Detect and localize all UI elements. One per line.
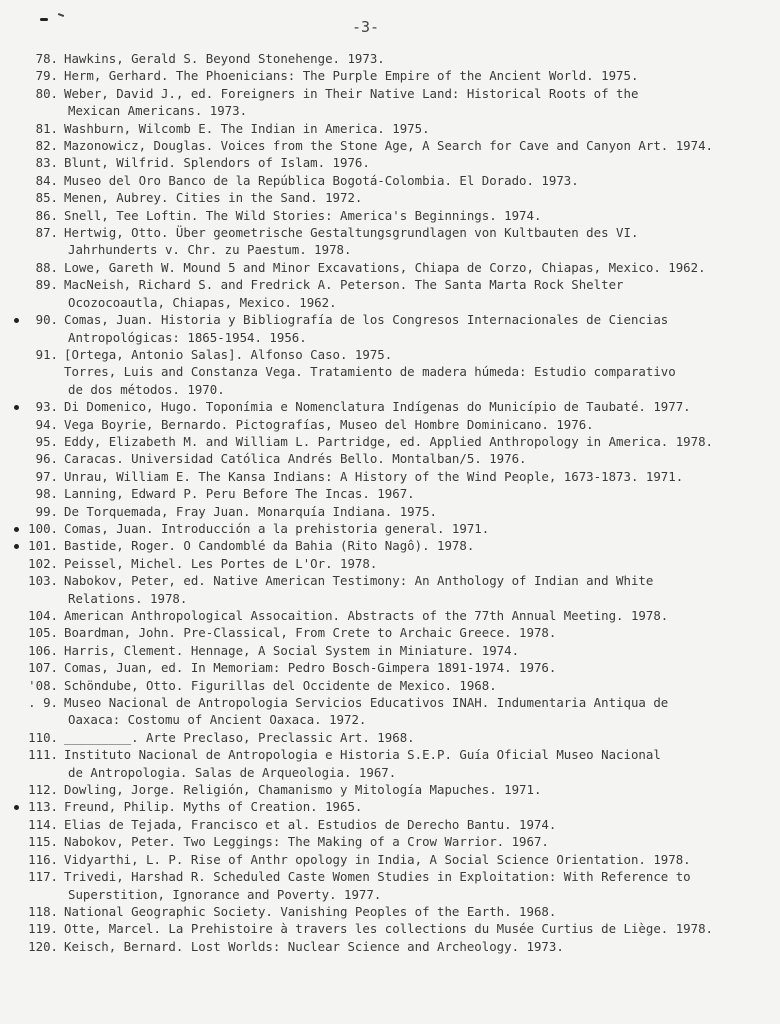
list-item bbox=[16, 781, 776, 798]
list-item bbox=[16, 851, 776, 868]
list-item-continuation bbox=[16, 590, 776, 607]
entry-text: National Geographic Society. Vanishing Peoples of the Earth. 1968. bbox=[64, 903, 557, 919]
entry-text: Comas, Juan. Introducción a la prehistoria general. 1971. bbox=[64, 520, 490, 536]
entry-number: 112. bbox=[28, 782, 58, 798]
entry-number bbox=[16, 363, 64, 380]
entry-number: 90. bbox=[35, 312, 58, 328]
entry-number: 100. bbox=[28, 520, 58, 536]
entry-text: De Torquemada, Fray Juan. Monarquía Indiana. 1975. bbox=[64, 503, 437, 519]
list-item bbox=[16, 346, 776, 363]
entry-text: Herm, Gerhard. The Phoenicians: The Purple Empire of the Ancient World. 1975. bbox=[64, 68, 639, 84]
entry-text: Hertwig, Otto. Über geometrische Gestaltungsgrundlagen von Kultbauten des VI. bbox=[64, 225, 639, 241]
entry-number: 95. bbox=[35, 433, 58, 449]
entry-text: Peissel, Michel. Les Portes de L'Or. 1978. bbox=[64, 555, 378, 571]
list-item bbox=[16, 154, 776, 171]
list-item bbox=[16, 363, 776, 380]
entry-text: Freund, Philip. Myths of Creation. 1965. bbox=[64, 799, 363, 815]
entry-number: 85. bbox=[35, 190, 58, 206]
entry-number: 98. bbox=[35, 486, 58, 502]
list-item bbox=[16, 659, 776, 676]
list-item bbox=[16, 816, 776, 833]
entry-number: 118. bbox=[28, 903, 58, 919]
entry-number: 114. bbox=[28, 816, 58, 832]
entry-number: 120. bbox=[28, 938, 58, 954]
entry-text: Comas, Juan, ed. In Memoriam: Pedro Bosch-Gimpera 1891-1974. 1976. bbox=[64, 660, 557, 676]
list-item bbox=[16, 311, 776, 328]
entry-text: Lanning, Edward P. Peru Before The Incas. 1967. bbox=[64, 486, 415, 502]
list-item bbox=[16, 503, 776, 520]
entry-text: Bastide, Roger. O Candomblé da Bahia (Rito Nagô). 1978. bbox=[64, 538, 475, 554]
entry-text: Caracas. Universidad Católica Andrés Bello. Montalban/5. 1976. bbox=[64, 451, 527, 467]
list-item bbox=[16, 120, 776, 137]
entry-text: [Ortega, Antonio Salas]. Alfonso Caso. 1975. bbox=[64, 346, 393, 362]
list-item bbox=[16, 398, 776, 415]
entry-number: 106. bbox=[28, 642, 58, 658]
entry-text: Otte, Marcel. La Prehistoire à travers les collections du Musée Curtius de Liège. 1978. bbox=[64, 921, 714, 937]
entry-text: Di Domenico, Hugo. Toponímia e Nomenclatura Indígenas do Município de Taubaté. 1977. bbox=[64, 399, 691, 415]
list-item-continuation bbox=[16, 241, 776, 258]
list-item-continuation bbox=[16, 381, 776, 398]
list-item bbox=[16, 433, 776, 450]
entry-text: Oaxaca: Costomu of Ancient Oaxaca. 1972. bbox=[68, 712, 367, 728]
list-item bbox=[16, 938, 776, 955]
list-item bbox=[16, 833, 776, 850]
entry-number: 115. bbox=[28, 834, 58, 850]
entry-text: Dowling, Jorge. Religión, Chamanismo y Mitología Mapuches. 1971. bbox=[64, 782, 542, 798]
entry-number: 82. bbox=[35, 138, 58, 154]
entry-text: Eddy, Elizabeth M. and William L. Partridge, ed. Applied Anthropology in America. 1978. bbox=[64, 433, 714, 449]
entry-text: Torres, Luis and Constanza Vega. Tratamiento de madera húmeda: Estudio comparativo bbox=[64, 364, 676, 380]
list-item-continuation bbox=[16, 711, 776, 728]
entry-text: Harris, Clement. Hennage, A Social System in Miniature. 1974. bbox=[64, 642, 520, 658]
list-item bbox=[16, 537, 776, 554]
entry-text: Blunt, Wilfrid. Splendors of Islam. 1976. bbox=[64, 155, 370, 171]
entry-text: Ocozocoautla, Chiapas, Mexico. 1962. bbox=[68, 294, 337, 310]
entry-text: Nabokov, Peter, ed. Native American Testimony: An Anthology of Indian and White bbox=[64, 573, 654, 589]
entry-text: Instituto Nacional de Antropologia e Historia S.E.P. Guía Oficial Museo Nacional bbox=[64, 747, 661, 763]
entry-number: 111. bbox=[28, 747, 58, 763]
list-item bbox=[16, 868, 776, 885]
list-item-continuation bbox=[16, 102, 776, 119]
list-item bbox=[16, 694, 776, 711]
entry-number: 117. bbox=[28, 869, 58, 885]
entry-text: Trivedi, Harshad R. Scheduled Caste Women Studies in Exploitation: With Reference to bbox=[64, 869, 691, 885]
entry-text: Jahrhunderts v. Chr. zu Paestum. 1978. bbox=[68, 242, 352, 258]
entry-text: Menen, Aubrey. Cities in the Sand. 1972. bbox=[64, 190, 363, 206]
entry-number: . 9. bbox=[28, 695, 58, 711]
list-item bbox=[16, 85, 776, 102]
entry-text: de Antropologia. Salas de Arqueologia. 1967. bbox=[68, 764, 397, 780]
entry-number: 86. bbox=[35, 207, 58, 223]
entry-text: American Anthropological Assocaition. Abstracts of the 77th Annual Meeting. 1978. bbox=[64, 608, 669, 623]
list-item bbox=[16, 572, 776, 589]
entry-number: 87. bbox=[35, 225, 58, 241]
entry-text: Mazonowicz, Douglas. Voices from the Stone Age, A Search for Cave and Canyon Art. 1974. bbox=[64, 138, 714, 154]
entry-text: Lowe, Gareth W. Mound 5 and Minor Excavations, Chiapa de Corzo, Chiapas, Mexico. 1962. bbox=[64, 259, 706, 275]
list-item bbox=[16, 224, 776, 241]
entry-text: Vega Boyrie, Bernardo. Pictografías, Museo del Hombre Dominicano. 1976. bbox=[64, 416, 594, 432]
entry-number: 104. bbox=[28, 608, 58, 623]
list-item bbox=[16, 50, 776, 67]
list-item bbox=[16, 729, 776, 746]
entry-number: 84. bbox=[35, 172, 58, 188]
entry-number: 79. bbox=[35, 68, 58, 84]
list-item bbox=[16, 259, 776, 276]
entry-number: 91. bbox=[35, 346, 58, 362]
entry-text: MacNeish, Richard S. and Fredrick A. Peterson. The Santa Marta Rock Shelter bbox=[64, 277, 624, 293]
entry-text: Vidyarthi, L. P. Rise of Anthr opology in India, A Social Science Orientation. 1978. bbox=[64, 851, 691, 867]
entry-number: 119. bbox=[28, 921, 58, 937]
entry-text: Museo Nacional de Antropologia Servicios Educativos INAH. Indumentaria Antiqua de bbox=[64, 695, 669, 711]
list-item bbox=[16, 555, 776, 572]
entry-number: 80. bbox=[35, 85, 58, 101]
entry-text: Hawkins, Gerald S. Beyond Stonehenge. 1973. bbox=[64, 51, 385, 66]
entry-number: 110. bbox=[28, 729, 58, 745]
list-item bbox=[16, 450, 776, 467]
entry-number: 102. bbox=[28, 555, 58, 571]
entry-number: 89. bbox=[35, 277, 58, 293]
list-item bbox=[16, 607, 776, 624]
list-item bbox=[16, 677, 776, 694]
corner-mark bbox=[40, 14, 68, 20]
list-item bbox=[16, 207, 776, 224]
list-item bbox=[16, 485, 776, 502]
list-item-continuation bbox=[16, 886, 776, 903]
entry-text: Mexican Americans. 1973. bbox=[68, 103, 248, 119]
list-item bbox=[16, 67, 776, 84]
entry-text: Superstition, Ignorance and Poverty. 1977. bbox=[68, 886, 382, 902]
list-item bbox=[16, 468, 776, 485]
entry-text: Antropológicas: 1865-1954. 1956. bbox=[68, 329, 307, 345]
entry-text: Unrau, William E. The Kansa Indians: A History of the Wind People, 1673-1873. 1971. bbox=[64, 468, 684, 484]
entry-number: 103. bbox=[28, 573, 58, 589]
list-item bbox=[16, 624, 776, 641]
entry-number: 99. bbox=[35, 503, 58, 519]
entry-text: de dos métodos. 1970. bbox=[68, 381, 225, 397]
entry-text: Weber, David J., ed. Foreigners in Their Native Land: Historical Roots of the bbox=[64, 85, 639, 101]
list-item bbox=[16, 416, 776, 433]
page-number: -3- bbox=[352, 18, 380, 36]
list-item bbox=[16, 920, 776, 937]
list-item bbox=[16, 276, 776, 293]
list-item bbox=[16, 189, 776, 206]
entry-text: Comas, Juan. Historia y Bibliografía de los Congresos Internacionales de Ciencias bbox=[64, 312, 669, 328]
entry-number: 113. bbox=[28, 799, 58, 815]
entry-number: 83. bbox=[35, 155, 58, 171]
margin-dot-mark bbox=[14, 527, 19, 532]
entry-text: Relations. 1978. bbox=[68, 590, 188, 606]
bibliography-list bbox=[16, 50, 776, 955]
list-item bbox=[16, 746, 776, 763]
entry-number: 105. bbox=[28, 625, 58, 641]
entry-number: '08. bbox=[28, 677, 58, 693]
entry-number: 78. bbox=[35, 51, 58, 66]
list-item-continuation bbox=[16, 764, 776, 781]
list-item-continuation bbox=[16, 294, 776, 311]
entry-text: Elias de Tejada, Francisco et al. Estudios de Derecho Bantu. 1974. bbox=[64, 816, 557, 832]
entry-number: 94. bbox=[35, 416, 58, 432]
entry-text: Washburn, Wilcomb E. The Indian in America. 1975. bbox=[64, 120, 430, 136]
entry-number: 97. bbox=[35, 468, 58, 484]
entry-text: Snell, Tee Loftin. The Wild Stories: America's Beginnings. 1974. bbox=[64, 207, 542, 223]
entry-text: Keisch, Bernard. Lost Worlds: Nuclear Science and Archeology. 1973. bbox=[64, 938, 564, 954]
entry-number: 88. bbox=[35, 259, 58, 275]
list-item bbox=[16, 903, 776, 920]
entry-text: _________. Arte Preclaso, Preclassic Art. 1968. bbox=[64, 729, 415, 745]
entry-text: Schöndube, Otto. Figurillas del Occidente de Mexico. 1968. bbox=[64, 677, 497, 693]
entry-text: Museo del Oro Banco de la República Bogotá-Colombia. El Dorado. 1973. bbox=[64, 172, 579, 188]
list-item-continuation bbox=[16, 329, 776, 346]
entry-number: 81. bbox=[35, 120, 58, 136]
entry-number: 116. bbox=[28, 851, 58, 867]
list-item bbox=[16, 172, 776, 189]
entry-number: 101. bbox=[28, 538, 58, 554]
entry-number: 93. bbox=[35, 399, 58, 415]
list-item bbox=[16, 137, 776, 154]
list-item bbox=[16, 642, 776, 659]
list-item bbox=[16, 798, 776, 815]
entry-number: 96. bbox=[35, 451, 58, 467]
list-item bbox=[16, 520, 776, 537]
entry-text: Nabokov, Peter. Two Leggings: The Making of a Crow Warrior. 1967. bbox=[64, 834, 549, 850]
entry-text: Boardman, John. Pre-Classical, From Crete to Archaic Greece. 1978. bbox=[64, 625, 557, 641]
entry-number: 107. bbox=[28, 660, 58, 676]
